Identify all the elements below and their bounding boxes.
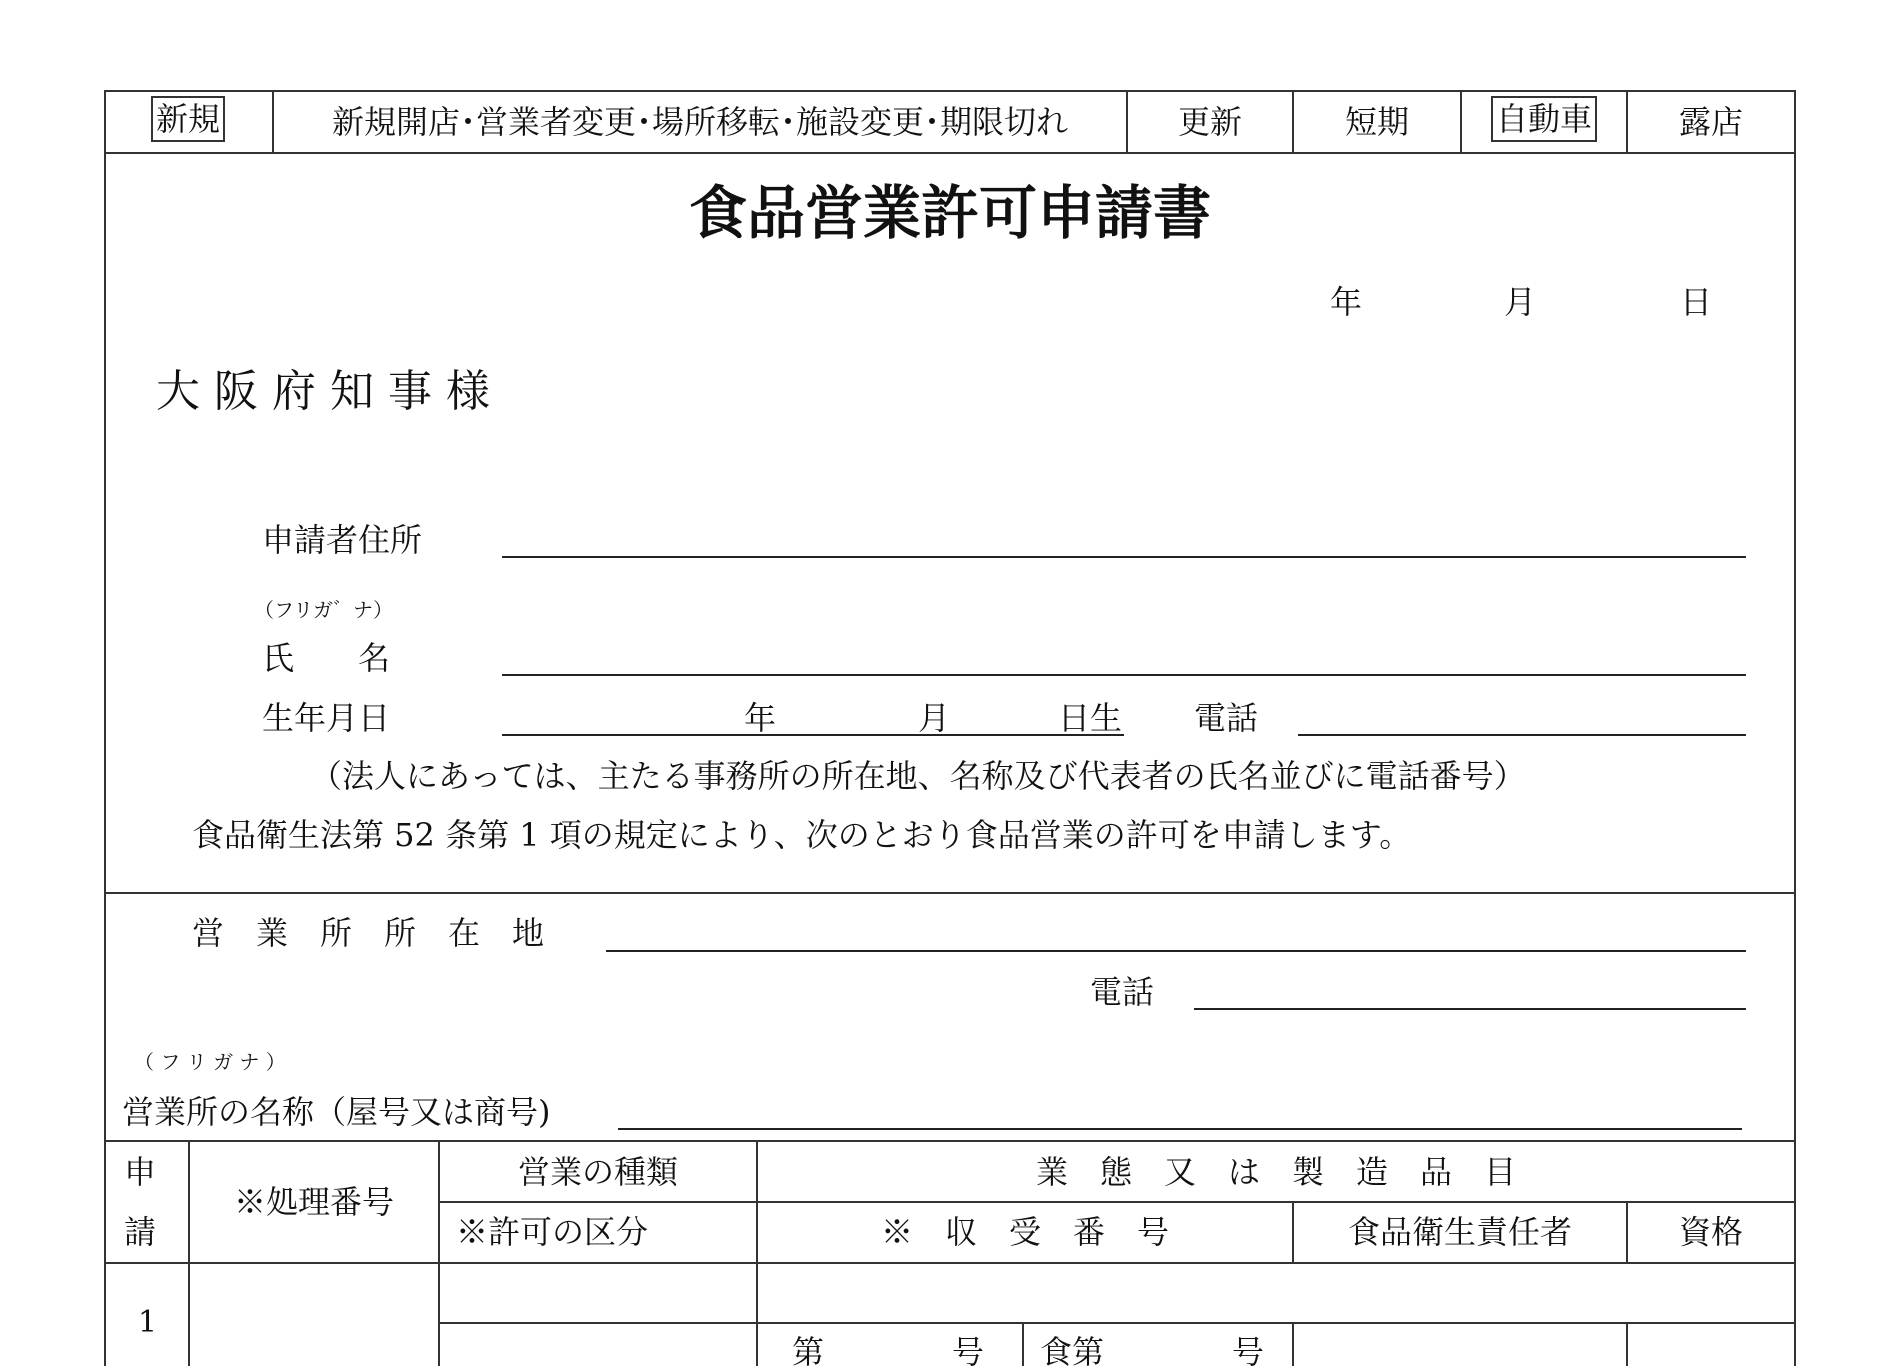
business-location-line[interactable]: [606, 950, 1746, 952]
shinki-label: 新規: [151, 96, 225, 142]
frame-left-line: [104, 90, 106, 1366]
business-name-label: 営業所の名称（屋号又は商号): [122, 1093, 551, 1131]
header-cell-koushin: 更新: [1177, 103, 1242, 141]
col-shinsei-bottom: 請: [124, 1213, 157, 1251]
col-permit-class: ※許可の区分: [456, 1213, 649, 1251]
applicant-name-label: 氏 名: [262, 639, 391, 677]
business-location-label: 営 業 所 所 在 地: [192, 914, 545, 952]
table-header-mid-line: [438, 1201, 1796, 1203]
date-year: 年: [1330, 283, 1363, 321]
business-name-line[interactable]: [618, 1128, 1742, 1130]
col-business-mode: 業 態 又 は 製 造 品 目: [1035, 1153, 1516, 1191]
table-header-bottom-line: [104, 1262, 1796, 1264]
applicant-phone-label: 電話: [1194, 699, 1259, 737]
page-title: 食品営業許可申請書: [688, 179, 1211, 247]
col-shinsei-top: 申: [124, 1153, 157, 1191]
birth-year-unit: 年: [744, 699, 777, 737]
applicant-name-line[interactable]: [502, 674, 1746, 676]
row1-receipt-b: 食第 号: [1040, 1333, 1265, 1371]
frame-top-line: [104, 90, 1796, 92]
col-processing-number: ※処理番号: [233, 1183, 394, 1221]
row1-mid-line: [438, 1322, 1796, 1324]
header-cell-jidousha: [1462, 100, 1626, 138]
birth-date-label: 生年月日: [262, 699, 391, 737]
applicant-furigana-label: （フリガ゛ナ）: [254, 598, 393, 622]
business-furigana-label: （ フ リ ガ ナ ）: [134, 1050, 286, 1074]
col-qualification: 資格: [1678, 1213, 1743, 1251]
applicant-section-bottom-line: [104, 892, 1796, 894]
header-row-bottom-line: [104, 152, 1796, 154]
table-sep-receipt-row1: [1292, 1322, 1294, 1366]
date-month: 月: [1504, 283, 1537, 321]
col-receipt-number: ※ 収 受 番 号: [880, 1213, 1169, 1251]
col-business-type: 営業の種類: [517, 1153, 678, 1191]
table-sep-qualification-row1: [1626, 1322, 1628, 1366]
applicant-phone-line[interactable]: [1298, 734, 1746, 736]
header-cell-kinds: 新規開店･営業者変更･場所移転･施設変更･期限切れ: [331, 103, 1068, 141]
header-cell-roten: 露店: [1678, 103, 1743, 141]
table-sep-receipt-split: [1022, 1322, 1024, 1366]
business-phone-label: 電話: [1090, 973, 1155, 1011]
jidousha-label: 自動車: [1491, 96, 1597, 142]
business-section-bottom-line: [104, 1140, 1796, 1142]
col-hygiene-manager: 食品衛生責任者: [1347, 1213, 1572, 1251]
applicant-address-label: 申請者住所: [262, 521, 423, 559]
corporate-note: （法人にあっては、主たる事務所の所在地、名称及び代表者の氏名並びに電話番号）: [310, 757, 1526, 795]
applicant-address-line[interactable]: [502, 556, 1746, 558]
table-sep-shinsei: [188, 1140, 190, 1366]
header-cell-shinki: [151, 100, 225, 138]
birth-day-unit: 日生: [1058, 699, 1123, 737]
application-statement: 食品衛生法第 52 条第 1 項の規定により、次のとおり食品営業の許可を申請します。: [192, 816, 1412, 854]
birth-month-unit: 月: [918, 699, 951, 737]
frame-right-line: [1794, 90, 1796, 1366]
birth-date-line[interactable]: [502, 734, 1124, 736]
business-phone-line[interactable]: [1194, 1008, 1746, 1010]
header-cell-tanki: 短期: [1344, 103, 1409, 141]
row1-receipt-a: 第 号: [792, 1333, 985, 1371]
addressee: 大 阪 府 知 事 様: [156, 366, 490, 417]
row1-number: 1: [138, 1305, 158, 1340]
date-day: 日: [1680, 283, 1713, 321]
